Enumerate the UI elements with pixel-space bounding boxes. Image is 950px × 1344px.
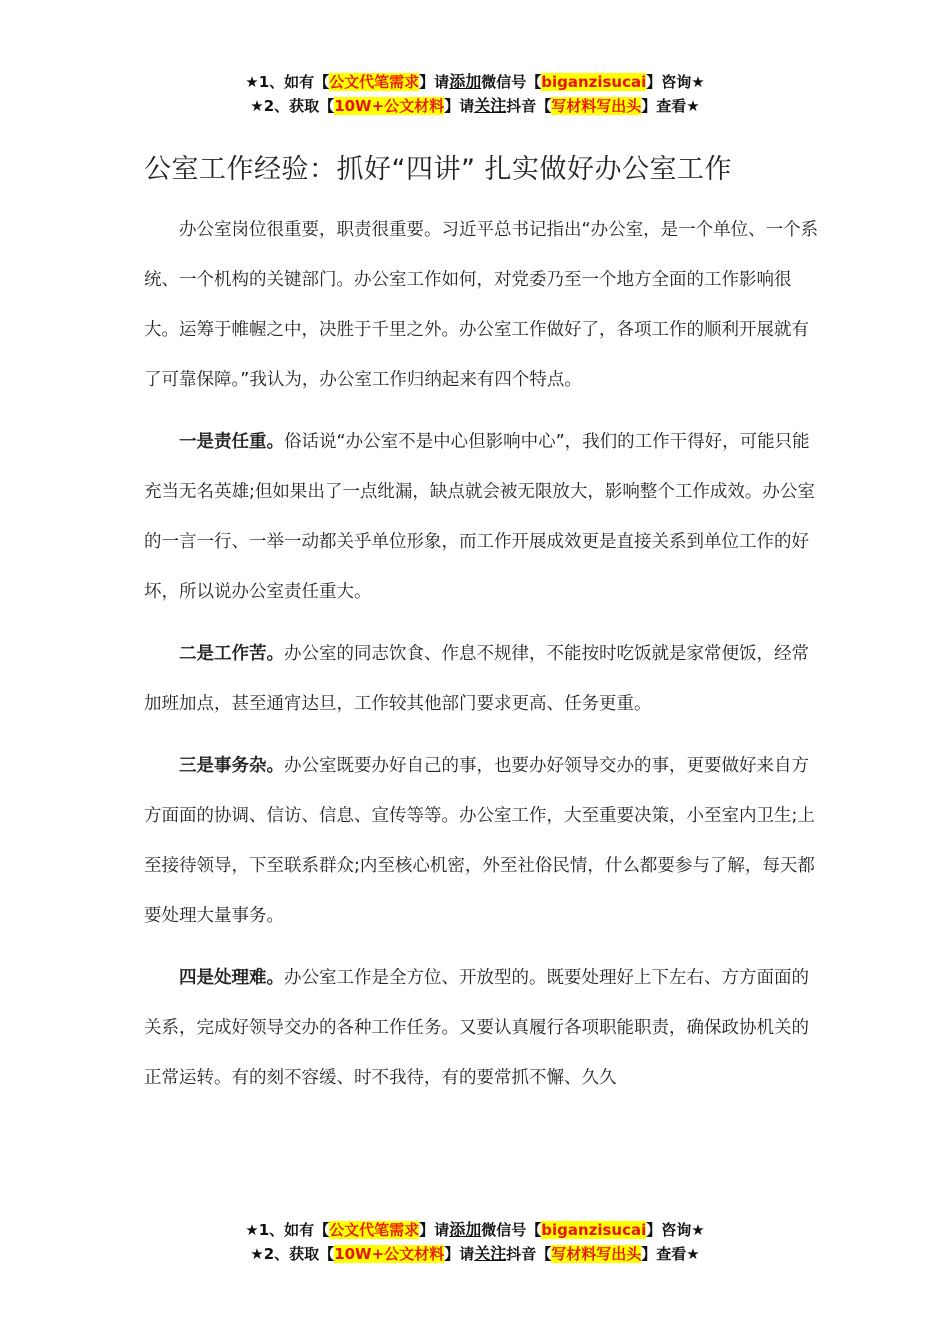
banner-underline: 关注 (474, 96, 507, 115)
paragraph-lead: 一是责任重。 (179, 432, 284, 452)
banner-text: 抖音【 (506, 97, 552, 115)
paragraph-lead: 二是工作苦。 (179, 644, 284, 664)
banner-text: 】咨询★ (646, 1221, 705, 1239)
banner-text: 】咨询★ (646, 73, 705, 91)
paragraph-lead: 四是处理难。 (179, 968, 284, 988)
banner-text: 】查看★ (641, 1245, 700, 1263)
banner-highlight: 公文代笔需求 (329, 73, 420, 91)
paragraph-text: 俗话说“办公室不是中心但影响中心”，我们的工作干得好，可能只能充当无名英雄;但如果出了一点纰漏，缺点就会被无限放大，影响整个工作成效。办公室的一言一行、一举一动都关乎单位形象，而工作开展成效更是直接关系到单位工作的好坏，所以说办公室责任重大。 (144, 432, 815, 602)
banner-text: ★1、如有【 (245, 1221, 330, 1239)
paragraph-point-4 (144, 953, 824, 1103)
wechat-id: biganzisucai (541, 73, 647, 91)
banner-text: 微信号【 (481, 1221, 542, 1239)
banner-text: ★2、获取【 (250, 1245, 335, 1263)
banner-highlight: 10W+公文材料 (334, 1245, 445, 1263)
banner-line-2 (0, 94, 950, 118)
paragraph-intro (144, 205, 824, 405)
banner-line-1 (0, 70, 950, 94)
paragraph-point-1 (144, 417, 824, 617)
banner-line-2 (0, 1242, 950, 1266)
banner-text: 】请 (419, 73, 450, 91)
paragraph-text: 办公室岗位很重要，职责很重要。习近平总书记指出“办公室，是一个单位、一个系统、一个机构的关键部门。办公室工作如何，对党委乃至一个地方全面的工作影响很大。运筹于帷幄之中，决胜于千里之外。办公室工作做好了，各项工作的顺利开展就有了可靠保障。”我认为，办公室工作归纳起来有四个特点。 (144, 220, 819, 390)
paragraph-point-2 (144, 629, 824, 729)
douyin-account: 写材料写出头 (551, 97, 642, 115)
banner-highlight: 10W+公文材料 (334, 97, 445, 115)
footer-banner (0, 1218, 950, 1266)
paragraph-text: 办公室的同志饮食、作息不规律，不能按时吃饭就是家常便饭，经常加班加点，甚至通宵达旦，工作较其他部门要求更高、任务更重。 (144, 644, 809, 714)
paragraph-point-3 (144, 741, 824, 941)
banner-highlight: 公文代笔需求 (329, 1221, 420, 1239)
banner-text: 】请 (419, 1221, 450, 1239)
paragraph-lead: 三是事务杂。 (179, 756, 284, 776)
banner-text: 】查看★ (641, 97, 700, 115)
banner-text: 抖音【 (506, 1245, 552, 1263)
document-title: 公室工作经验：抓好“四讲” 扎实做好办公室工作 (144, 154, 733, 185)
banner-text: ★2、获取【 (250, 97, 335, 115)
banner-underline: 添加 (449, 1220, 482, 1239)
paragraph-text: 办公室既要办好自己的事，也要办好领导交办的事，更要做好来自方方面面的协调、信访、信息、宣传等等。办公室工作，大至重要决策，小至室内卫生;上至接待领导，下至联系群众;内至核心机密，外至社俗民情，什么都要参与了解，每天都要处理大量事务。 (144, 756, 815, 926)
banner-underline: 添加 (449, 72, 482, 91)
document-body (144, 205, 824, 1115)
header-banner (0, 70, 950, 118)
paragraph-text: 办公室工作是全方位、开放型的。既要处理好上下左右、方方面面的关系，完成好领导交办的各种工作任务。又要认真履行各项职能职责，确保政协机关的正常运转。有的刻不容缓、时不我待，有的要常抓不懈、久久 (144, 968, 809, 1088)
banner-line-1 (0, 1218, 950, 1242)
douyin-account: 写材料写出头 (551, 1245, 642, 1263)
banner-underline: 关注 (474, 1244, 507, 1263)
banner-text: 微信号【 (481, 73, 542, 91)
banner-text: 】请 (444, 1245, 475, 1263)
banner-text: ★1、如有【 (245, 73, 330, 91)
banner-text: 】请 (444, 97, 475, 115)
wechat-id: biganzisucai (541, 1221, 647, 1239)
